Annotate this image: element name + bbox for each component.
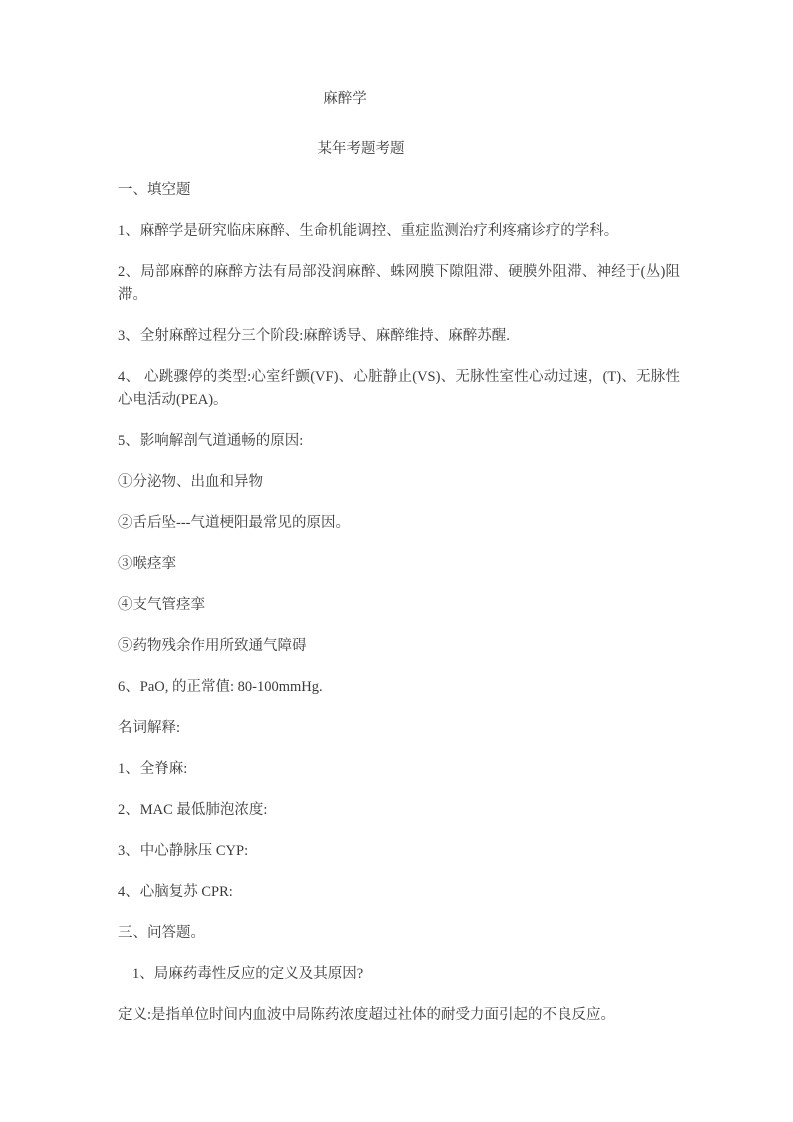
fill-in-question-2: 2、局部麻醉的麻醉方法有局部没润麻醉、蛛网膜下隙阻滞、硬膜外阻滞、神经于(丛)阻滞。: [118, 264, 680, 303]
fill-in-question-6: 6、PaO, 的正常值: 80-100mmHg.: [118, 679, 323, 695]
page-title: 麻醉学: [323, 91, 367, 107]
fill-in-question-3: 3、全射麻醉过程分三个阶段:麻醉诱导、麻醉维持、麻醉苏醒.: [118, 328, 510, 344]
term-question-1: 1、全脊麻:: [118, 761, 188, 777]
term-question-3: 3、中心静脉压 CYP:: [118, 843, 249, 859]
term-question-4: 4、心脑复苏 CPR:: [118, 884, 233, 900]
page-subtitle: 某年考题考题: [317, 141, 405, 157]
airway-cause-item-1: ①分泌物、出血和异物: [118, 474, 263, 490]
airway-cause-item-3: ③喉痉挛: [118, 556, 176, 572]
airway-cause-item-4: ④支气管痉挛: [118, 597, 205, 613]
essay-answer-definition: 定义:是指单位时间内血波中局陈药浓度超过社体的耐受力面引起的不良反应。: [118, 1007, 616, 1023]
section-terms-heading: 名词解释:: [118, 720, 181, 736]
section-fill-in-heading: 一、填空题: [118, 182, 191, 198]
fill-in-question-5: 5、影响解剖气道通畅的原因:: [118, 433, 304, 449]
term-question-2: 2、MAC 最低肺泡浓度:: [118, 802, 268, 818]
fill-in-question-1: 1、麻醉学是研究临床麻醉、生命机能调控、重症监测治疗利疼痛诊疗的学科。: [118, 223, 619, 239]
essay-question-1: 1、局麻药毒性反应的定义及其原因?: [132, 966, 364, 982]
airway-cause-item-5: ⑤药物残余作用所致通气障碍: [118, 638, 307, 654]
section-essay-heading: 三、问答题。: [118, 925, 205, 941]
fill-in-question-4: 4、 心跳骤停的类型:心室纤颤(VF)、心脏静止(VS)、无脉性室性心动过速，(T)、无脉性心电活动(PEA)。: [118, 369, 680, 408]
airway-cause-item-2: ②舌后坠---气道梗阳最常见的原因。: [118, 515, 350, 531]
